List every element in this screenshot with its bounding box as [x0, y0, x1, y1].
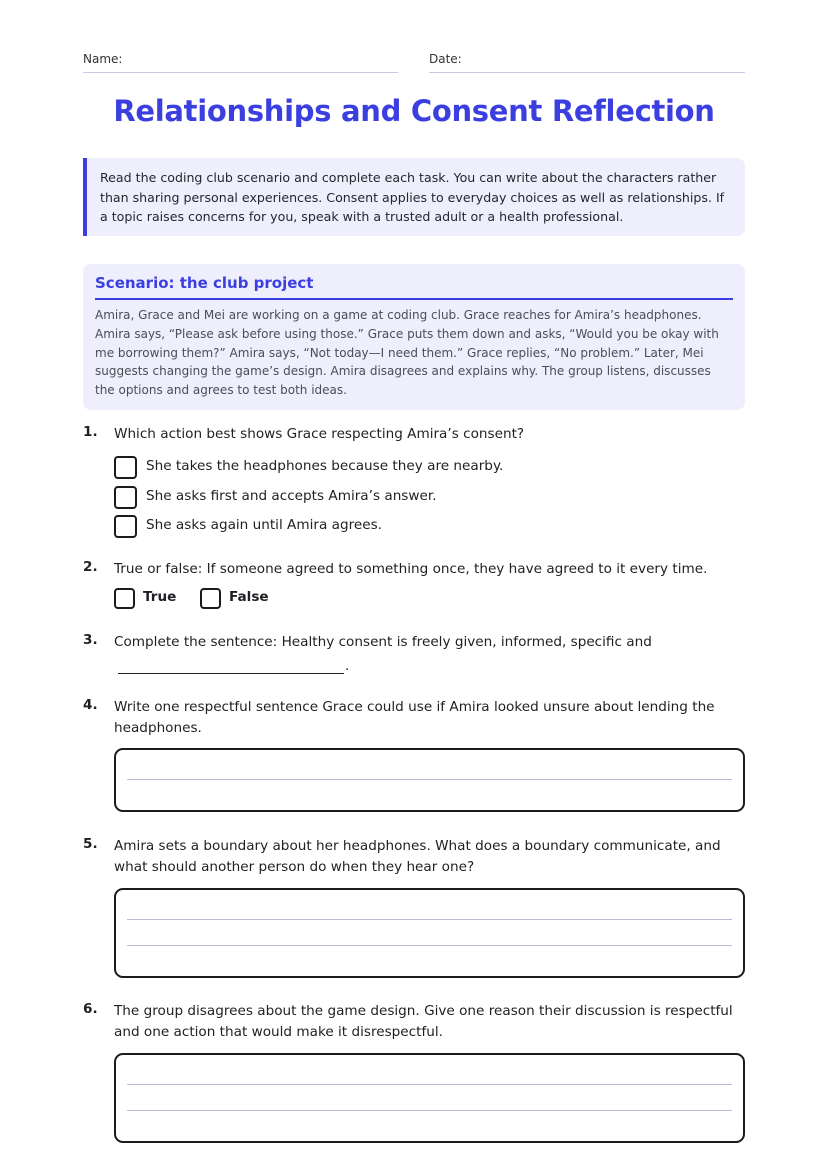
- answer-line: [127, 1110, 732, 1111]
- option-1c[interactable]: [114, 515, 534, 539]
- option-1a[interactable]: [114, 456, 534, 480]
- question-3: [83, 632, 745, 678]
- answer-box[interactable]: [114, 748, 745, 812]
- option-false[interactable]: [200, 588, 280, 611]
- header-fields: [83, 52, 745, 74]
- answer-box[interactable]: [114, 888, 745, 978]
- question-number: 6.: [83, 1001, 98, 1017]
- option-1b[interactable]: [114, 486, 534, 510]
- fill-in-blank[interactable]: [118, 660, 344, 674]
- option-label: False: [229, 589, 269, 605]
- option-label: She asks again until Amira agrees.: [146, 517, 382, 533]
- question-2: [83, 559, 745, 609]
- checkbox[interactable]: [114, 588, 135, 609]
- answer-line: [127, 1084, 732, 1085]
- question-number: 4.: [83, 697, 98, 713]
- question-text: True or false: If someone agreed to something once, they have agreed to it every time.: [114, 561, 708, 577]
- scenario-text: Amira, Grace and Mei are working on a game at coding club. Grace reaches for Amira’s headphones. Amira says, “Please ask before using those.” Grace puts them down and asks, “Would you be okay with me borrowing them?” Amira says, “Not today—I need them.” Grace replies, “No problem.” Later, Mei suggests changing the game’s design. Amira disagrees and explains why. The group listens, discusses the options and agrees to test both ideas.: [95, 308, 719, 398]
- question-number: 2.: [83, 559, 98, 575]
- question-6: [83, 1001, 745, 1143]
- question-5: [83, 836, 745, 978]
- question-text: The group disagrees about the game design. Give one reason their discussion is respectful and one action that would make it disrespectful.: [114, 1003, 733, 1040]
- answer-box[interactable]: [114, 1053, 745, 1143]
- question-text: Write one respectful sentence Grace could use if Amira looked unsure about lending the headphones.: [114, 699, 715, 736]
- question-number: 3.: [83, 632, 98, 648]
- scenario-title: Scenario: the club project: [95, 274, 733, 300]
- checkbox[interactable]: [114, 456, 137, 479]
- question-number: 5.: [83, 836, 98, 852]
- page-title: Relationships and Consent Reflection: [113, 94, 715, 128]
- answer-line: [127, 779, 732, 780]
- name-field[interactable]: [83, 52, 398, 73]
- sentence-end: .: [345, 658, 350, 674]
- question-1: [83, 424, 745, 542]
- answer-line: [127, 945, 732, 946]
- checkbox[interactable]: [114, 486, 137, 509]
- option-label: She takes the headphones because they are nearby.: [146, 458, 504, 474]
- date-label: Date:: [429, 52, 462, 66]
- question-text: Complete the sentence: Healthy consent is freely given, informed, specific and: [114, 634, 652, 650]
- question-4: [83, 697, 745, 813]
- option-true[interactable]: [114, 588, 194, 611]
- instructions-box: Read the coding club scenario and complete each task. You can write about the characters rather than sharing personal experiences. Consent applies to everyday choices as well as relationships. If a topic raises concerns for you, speak with a trusted adult or a health professional.: [83, 158, 745, 236]
- checkbox[interactable]: [114, 515, 137, 538]
- option-label: True: [143, 589, 177, 605]
- answer-line: [127, 919, 732, 920]
- question-text: Which action best shows Grace respecting Amira’s consent?: [114, 426, 525, 442]
- date-field[interactable]: [429, 52, 745, 73]
- checkbox[interactable]: [200, 588, 221, 609]
- scenario-box: [83, 264, 745, 410]
- option-label: She asks first and accepts Amira’s answer.: [146, 488, 437, 504]
- name-label: Name:: [83, 52, 123, 66]
- question-number: 1.: [83, 424, 98, 440]
- question-text: Amira sets a boundary about her headphones. What does a boundary communicate, and what should another person do when they hear one?: [114, 838, 721, 875]
